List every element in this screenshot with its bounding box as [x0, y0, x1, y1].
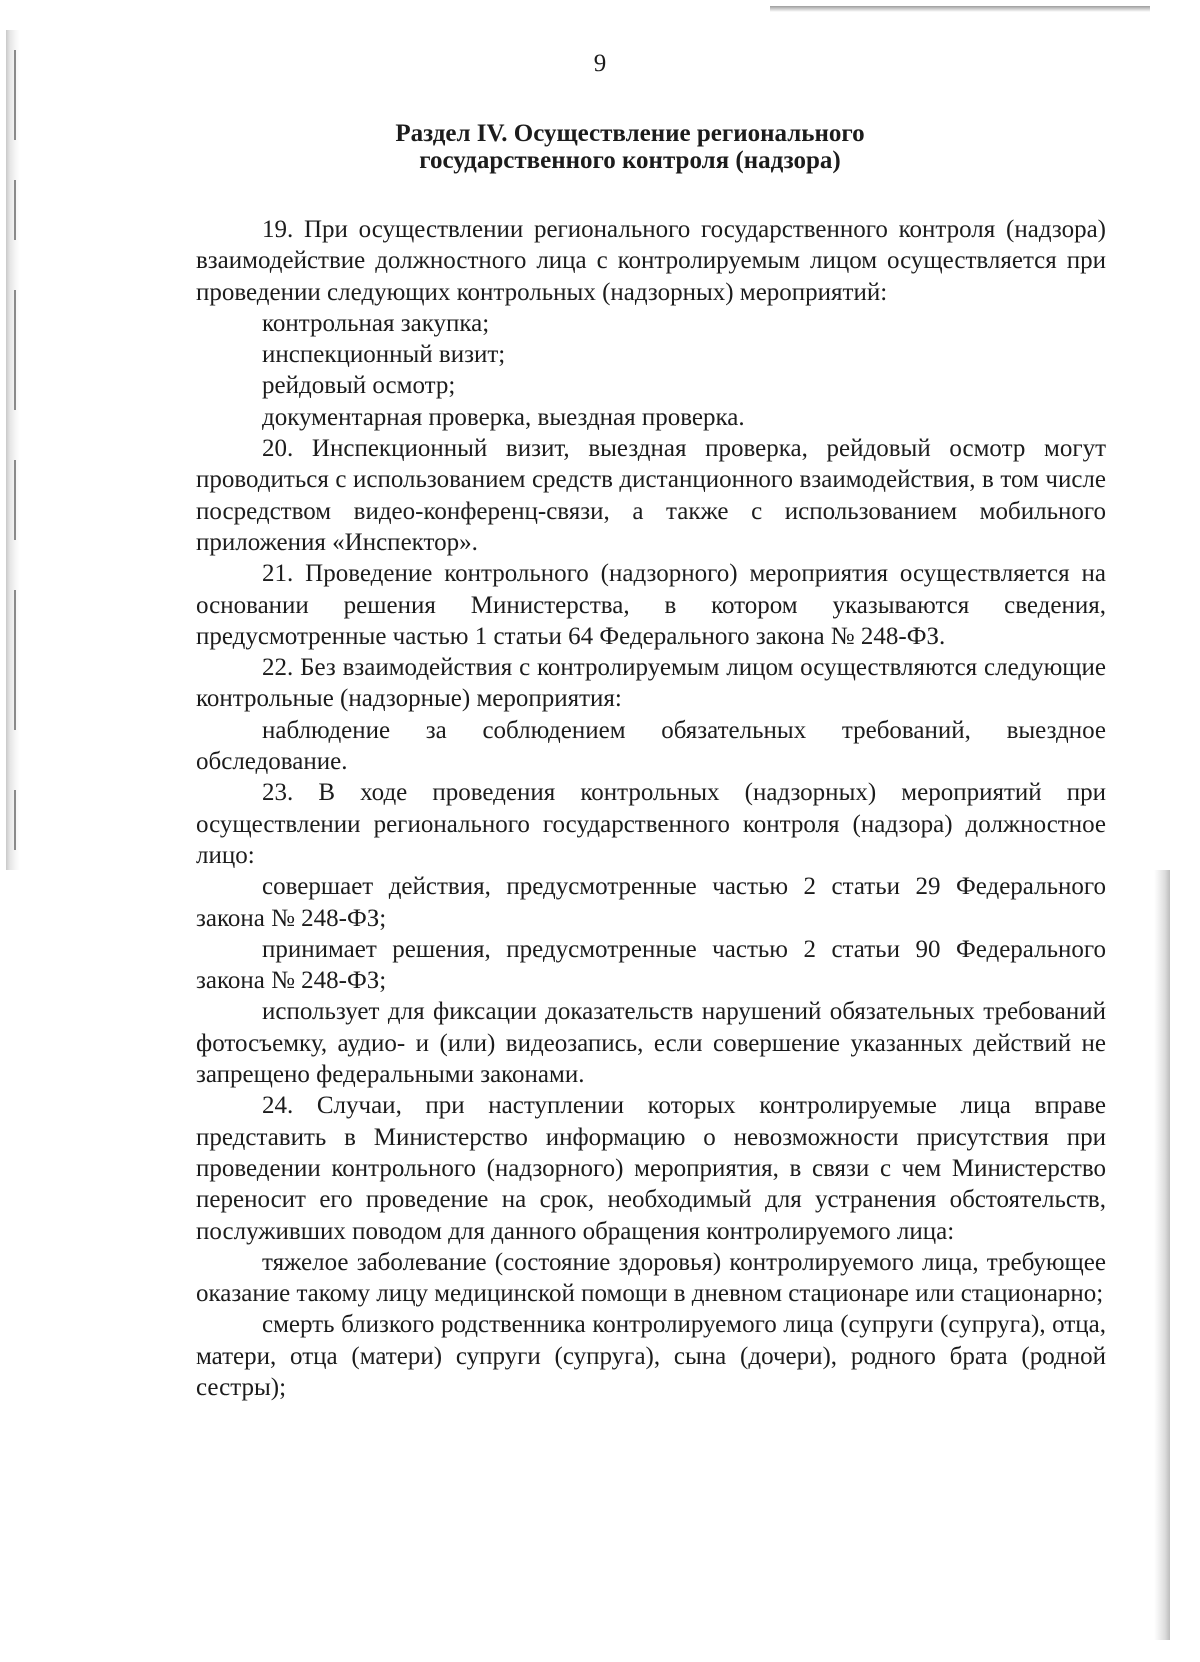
list-item: смерть близкого родственника контролируемого лица (супруги (супруга), отца, матери, отца (матери) супруги (супруга), сына (дочери), родного брата (родной сестры); — [196, 1311, 1106, 1401]
paragraph-21: 21. Проведение контрольного (надзорного) мероприятия осуществляется на основании решения Министерства, в котором указываются сведения, предусмотренные частью 1 статьи 64 Федерального закона № 248-ФЗ. — [196, 560, 1106, 650]
paragraph-19: 19. При осуществлении регионального государственного контроля (надзора) взаимодействие должностного лица с контролируемым лицом осуществляется при проведении следующих контрольных (надзорных) мероприятий: — [196, 216, 1106, 306]
list-item: инспекционный визит; — [262, 341, 506, 369]
page-number: 9 — [593, 50, 607, 77]
list-item: наблюдение за соблюдением обязательных требований, выездное обследование. — [196, 716, 1106, 776]
paragraph-22: 22. Без взаимодействия с контролируемым лицом осуществляются следующие контрольные (надзорные) мероприятия: — [196, 654, 1106, 713]
paragraph-20: 20. Инспекционный визит, выездная проверка, рейдовый осмотр могут проводиться с использованием средств дистанционного взаимодействия, в том числе посредством видео-конференц-связи, а также с использованием мобильного приложения «Инспектор». — [196, 435, 1106, 556]
scan-shadow-right — [1154, 870, 1170, 1640]
paragraph-24: 24. Случаи, при наступлении которых контролируемые лица вправе представить в Министерство информацию о невозможности присутствия при проведении контрольного (надзорного) мероприятия, в связи с чем Министерство переносит его проведение на срок, необходимый для устранения обстоятельств, послуживших поводом для данного обращения контролируемого лица: — [196, 1092, 1106, 1245]
list-item: тяжелое заболевание (состояние здоровья) контролируемого лица, требующее оказание такому лицу медицинской помощи в дневном стационаре или стационарно; — [196, 1248, 1106, 1308]
list-item: принимает решения, предусмотренные частью 2 статьи 90 Федерального закона № 248-ФЗ; — [196, 935, 1106, 995]
list-item: контрольная закупка; — [262, 309, 490, 337]
paragraph-23: 23. В ходе проведения контрольных (надзорных) мероприятий при осуществлении регионального государственного контроля (надзора) должностное лицо: — [196, 779, 1106, 869]
list-item: использует для фиксации доказательств нарушений обязательных требований фотосъемку, аудио- и (или) видеозапись, если совершение указанных действий не запрещено федеральными законами. — [196, 998, 1106, 1089]
section-title-line-2: государственного контроля (надзора) — [419, 147, 841, 174]
list-item: документарная проверка, выездная проверка. — [262, 403, 745, 431]
scan-shadow-top — [770, 6, 1150, 12]
section-title-line-1: Раздел IV. Осуществление регионального — [395, 120, 865, 147]
section-title — [0, 120, 1200, 174]
list-item: рейдовый осмотр; — [262, 372, 456, 400]
document-body — [196, 214, 1106, 1403]
list-item: совершает действия, предусмотренные частью 2 статьи 29 Федерального закона № 248-ФЗ; — [196, 873, 1106, 932]
